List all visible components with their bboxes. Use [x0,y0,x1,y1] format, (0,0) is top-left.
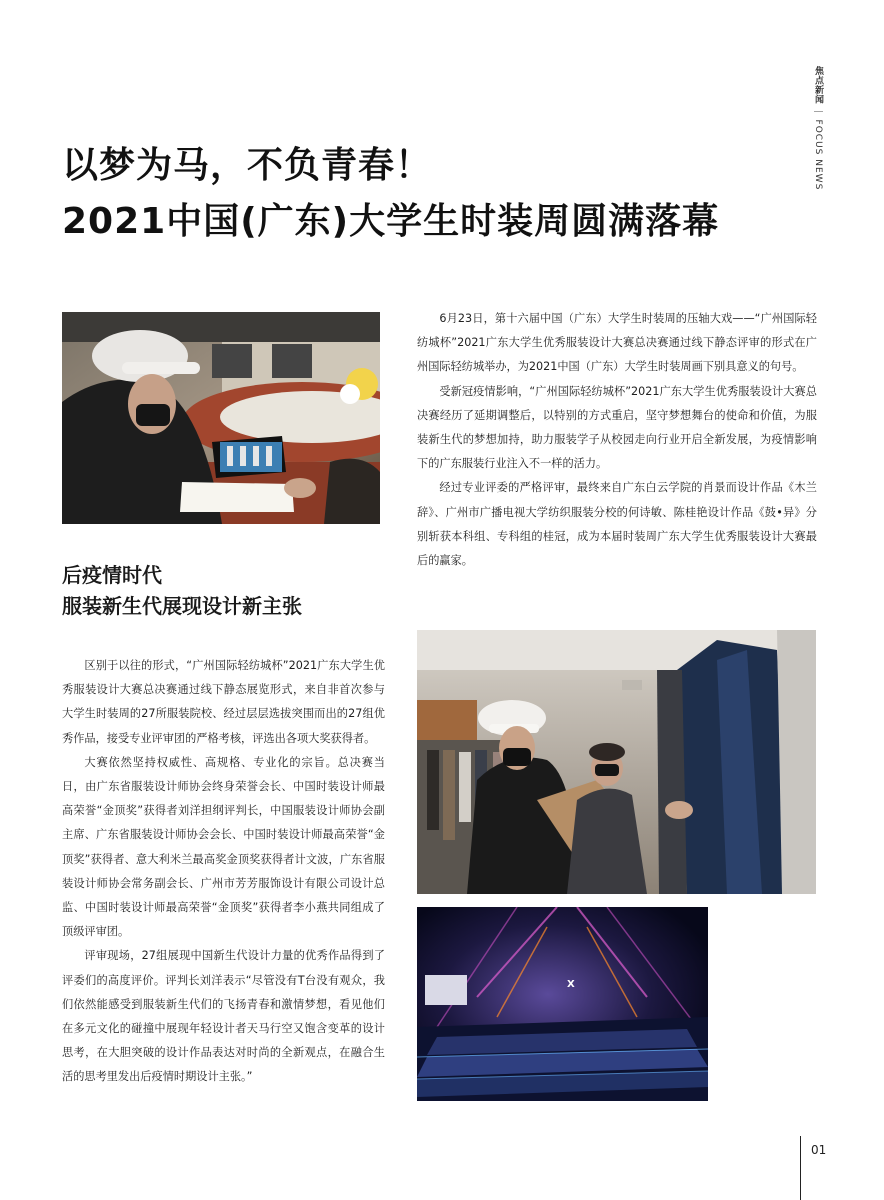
section-label [812,66,825,190]
headline-line-2: 2021中国(广东)大学生时装周圆满落幕 [62,201,720,242]
paragraph: 6月23日，第十六届中国（广东）大学生时装周的压轴大戏——“广州国际轻纺城杯”2021广东大学生优秀服装设计大赛总决赛通过线下静态评审的形式在广州国际轻纺城举办，为2021中国（广东）大学生时装周画下别具意义的句号。 [417,312,817,374]
photo-exhibition-hall [417,907,708,1101]
section-label-en: FOCUS NEWS [813,119,823,191]
section-subheading [62,560,382,622]
left-column-text [62,654,385,1090]
subheading-line-2: 服装新生代展现设计新主张 [62,594,302,618]
page-number-rule [800,1136,801,1200]
article-headline [62,138,782,250]
headline-line-1: 以梦为马，不负青春！ [62,145,433,186]
paragraph: 大赛依然坚持权威性、高规格、专业化的宗旨。总决赛当日，由广东省服装设计师协会终身荣誉会长、中国时装设计师最高荣誉“金顶奖”获得者刘洋担纲评判长，中国服装设计师协会副主席、广东省服装设计师协会会长、中国时装设计师最高荣誉“金顶奖”获得者、意大利米兰最高奖金顶奖获得者计文波，广东省服装设计师协会常务副会长、广州市芳芳服饰设计有限公司设计总监、中国时装设计师最高荣誉“金顶奖”获得者李小燕共同组成了顶级评审团。 [62,755,385,939]
paragraph: 评审现场，27组展现中国新生代设计力量的优秀作品得到了评委们的高度评价。评判长刘洋表示“尽管没有T台没有观众，我们依然能感受到服装新生代们的飞扬青春和激情梦想，看见他们在多元文化的碰撞中展现年轻设计者天马行空又饱含变革的设计思考，在大胆突破的设计作品表达对时尚的全新观点，在融合生活的思考里发出后疫情时期设计主张。” [62,949,385,1084]
photo-judge-with-tablet [62,312,380,524]
screen-logo-text: X [567,979,575,990]
paragraph: 受新冠疫情影响，“广州国际轻纺城杯”2021广东大学生优秀服装设计大赛总决赛经历了延期调整后，以特别的方式重启，坚守梦想舞台的使命和价值，为服装新生代的梦想加持，助力服装学子从校园走向行业开启全新发展，为疫情影响下的广东服装行业注入不一样的活力。 [417,384,817,471]
right-column-text [417,307,817,573]
section-label-cn: 焦点新闻 [813,66,823,104]
paragraph: 区别于以往的形式，“广州国际轻纺城杯”2021广东大学生优秀服装设计大赛总决赛通过线下静态展览形式，来自非首次参与大学生时装周的27所服装院校、经过层层选拔突围而出的27组优秀作品，接受专业评审团的严格考核，评选出各项大奖获得者。 [62,659,385,745]
photo-judges-inspecting-garments [417,630,816,894]
paragraph: 经过专业评委的严格评审，最终来自广东白云学院的肖景而设计作品《木兰辞》、广州市广播电视大学纺织服装分校的何诗敏、陈桂艳设计作品《鼓•异》分别斩获本科组、专科组的桂冠，成为本届时装周广东大学生优秀服装设计大赛最后的赢家。 [417,481,817,568]
page-number: 01 [811,1143,827,1157]
section-label-separator: | [813,110,823,114]
subheading-line-1: 后疫情时代 [62,563,162,587]
